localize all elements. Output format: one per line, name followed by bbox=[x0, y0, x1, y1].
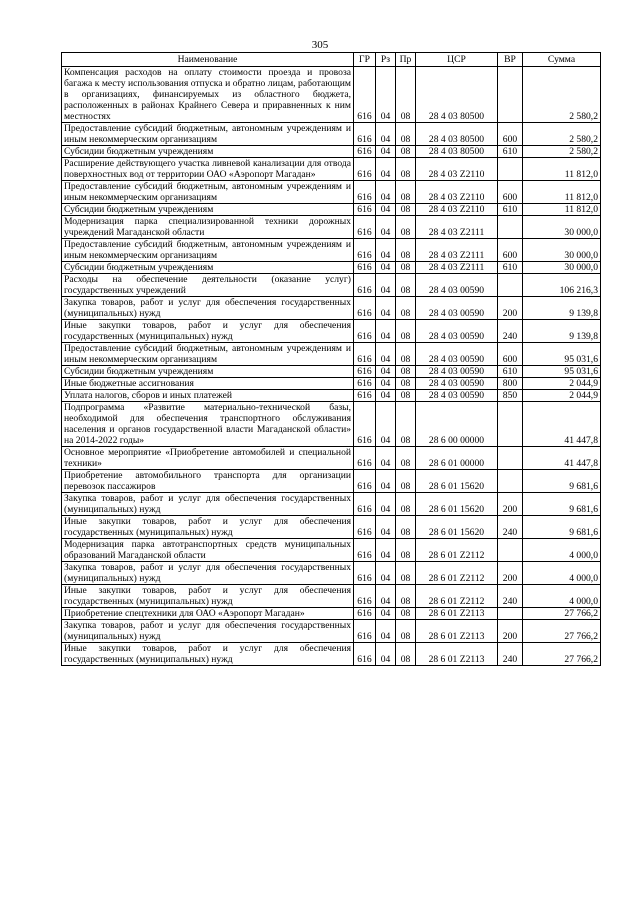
row-name-cell: Закупка товаров, работ и услуг для обеспечения государственных (муниципальных) нужд bbox=[62, 562, 354, 585]
table-row bbox=[62, 239, 601, 262]
row-gr-cell: 616 bbox=[354, 366, 376, 378]
row-csr-cell: 28 4 03 Z2110 bbox=[416, 158, 498, 181]
row-rz-cell: 04 bbox=[376, 620, 396, 643]
row-name-cell: Субсидии бюджетным учреждениям bbox=[62, 366, 354, 378]
row-csr-cell: 28 4 03 80500 bbox=[416, 123, 498, 146]
table-row bbox=[62, 123, 601, 146]
row-vr-cell: 600 bbox=[498, 239, 523, 262]
row-pr-cell: 08 bbox=[396, 366, 416, 378]
row-rz-cell: 04 bbox=[376, 262, 396, 274]
row-vr-cell: 200 bbox=[498, 297, 523, 320]
row-gr-cell: 616 bbox=[354, 562, 376, 585]
header-row bbox=[62, 53, 601, 67]
row-sum-cell: 27 766,2 bbox=[523, 620, 601, 643]
header-vr: ВР bbox=[498, 53, 523, 67]
row-sum-cell: 9 681,6 bbox=[523, 493, 601, 516]
table-row bbox=[62, 562, 601, 585]
row-rz-cell: 04 bbox=[376, 402, 396, 447]
row-pr-cell: 08 bbox=[396, 146, 416, 158]
row-pr-cell: 08 bbox=[396, 262, 416, 274]
row-gr-cell: 616 bbox=[354, 297, 376, 320]
row-rz-cell: 04 bbox=[376, 274, 396, 297]
row-sum-cell: 95 031,6 bbox=[523, 366, 601, 378]
header-pr: Пр bbox=[396, 53, 416, 67]
row-csr-cell: 28 4 03 00590 bbox=[416, 390, 498, 402]
row-sum-cell: 41 447,8 bbox=[523, 447, 601, 470]
row-csr-cell: 28 4 03 Z2110 bbox=[416, 204, 498, 216]
row-vr-cell: 800 bbox=[498, 378, 523, 390]
row-sum-cell: 30 000,0 bbox=[523, 239, 601, 262]
row-csr-cell: 28 4 03 Z2111 bbox=[416, 239, 498, 262]
row-csr-cell: 28 6 00 00000 bbox=[416, 402, 498, 447]
row-sum-cell: 30 000,0 bbox=[523, 262, 601, 274]
row-name-cell: Предоставление субсидий бюджетным, автономным учреждениям и иным некоммерческим организациям bbox=[62, 343, 354, 366]
row-sum-cell: 9 681,6 bbox=[523, 516, 601, 539]
table-row bbox=[62, 516, 601, 539]
table-row bbox=[62, 204, 601, 216]
row-gr-cell: 616 bbox=[354, 516, 376, 539]
row-pr-cell: 08 bbox=[396, 378, 416, 390]
row-gr-cell: 616 bbox=[354, 378, 376, 390]
row-csr-cell: 28 4 03 00590 bbox=[416, 378, 498, 390]
table-row bbox=[62, 493, 601, 516]
row-vr-cell: 240 bbox=[498, 320, 523, 343]
table-row bbox=[62, 390, 601, 402]
row-sum-cell: 27 766,2 bbox=[523, 608, 601, 620]
table-row bbox=[62, 378, 601, 390]
row-csr-cell: 28 6 01 Z2113 bbox=[416, 643, 498, 666]
row-sum-cell: 2 044,9 bbox=[523, 378, 601, 390]
row-sum-cell: 27 766,2 bbox=[523, 643, 601, 666]
row-gr-cell: 616 bbox=[354, 343, 376, 366]
row-gr-cell: 616 bbox=[354, 470, 376, 493]
row-gr-cell: 616 bbox=[354, 390, 376, 402]
page-number: 305 bbox=[311, 39, 329, 51]
row-csr-cell: 28 4 03 Z2111 bbox=[416, 262, 498, 274]
row-sum-cell: 9 681,6 bbox=[523, 470, 601, 493]
row-gr-cell: 616 bbox=[354, 402, 376, 447]
row-sum-cell: 9 139,8 bbox=[523, 297, 601, 320]
row-csr-cell: 28 6 01 Z2113 bbox=[416, 608, 498, 620]
row-rz-cell: 04 bbox=[376, 123, 396, 146]
row-name-cell: Закупка товаров, работ и услуг для обеспечения государственных (муниципальных) нужд bbox=[62, 620, 354, 643]
row-gr-cell: 616 bbox=[354, 123, 376, 146]
table-header bbox=[62, 53, 601, 67]
row-pr-cell: 08 bbox=[396, 297, 416, 320]
row-name-cell: Предоставление субсидий бюджетным, автономным учреждениям и иным некоммерческим организациям bbox=[62, 123, 354, 146]
header-gr: ГР bbox=[354, 53, 376, 67]
row-sum-cell: 2 580,2 bbox=[523, 123, 601, 146]
row-gr-cell: 616 bbox=[354, 262, 376, 274]
row-gr-cell: 616 bbox=[354, 643, 376, 666]
row-vr-cell bbox=[498, 158, 523, 181]
header-rz: Рз bbox=[376, 53, 396, 67]
row-csr-cell: 28 6 01 00000 bbox=[416, 447, 498, 470]
table-row bbox=[62, 146, 601, 158]
row-rz-cell: 04 bbox=[376, 608, 396, 620]
row-gr-cell: 616 bbox=[354, 158, 376, 181]
row-vr-cell: 610 bbox=[498, 366, 523, 378]
row-rz-cell: 04 bbox=[376, 297, 396, 320]
table-body bbox=[62, 67, 601, 666]
row-rz-cell: 04 bbox=[376, 585, 396, 608]
row-csr-cell: 28 6 01 Z2112 bbox=[416, 562, 498, 585]
row-gr-cell: 616 bbox=[354, 620, 376, 643]
row-rz-cell: 04 bbox=[376, 67, 396, 123]
row-sum-cell: 11 812,0 bbox=[523, 181, 601, 204]
row-rz-cell: 04 bbox=[376, 378, 396, 390]
row-csr-cell: 28 4 03 80500 bbox=[416, 67, 498, 123]
row-pr-cell: 08 bbox=[396, 320, 416, 343]
row-pr-cell: 08 bbox=[396, 643, 416, 666]
row-gr-cell: 616 bbox=[354, 181, 376, 204]
row-name-cell: Иные бюджетные ассигнования bbox=[62, 378, 354, 390]
table-row bbox=[62, 297, 601, 320]
row-name-cell: Субсидии бюджетным учреждениям bbox=[62, 146, 354, 158]
row-gr-cell: 616 bbox=[354, 447, 376, 470]
row-rz-cell: 04 bbox=[376, 158, 396, 181]
row-sum-cell: 4 000,0 bbox=[523, 539, 601, 562]
row-vr-cell: 600 bbox=[498, 123, 523, 146]
row-pr-cell: 08 bbox=[396, 67, 416, 123]
table-row bbox=[62, 539, 601, 562]
row-csr-cell: 28 4 03 Z2111 bbox=[416, 216, 498, 239]
row-sum-cell: 9 139,8 bbox=[523, 320, 601, 343]
row-gr-cell: 616 bbox=[354, 146, 376, 158]
row-name-cell: Модернизация парка автотранспортных средств муниципальных образований Магаданской области bbox=[62, 539, 354, 562]
row-pr-cell: 08 bbox=[396, 539, 416, 562]
table-row bbox=[62, 181, 601, 204]
row-rz-cell: 04 bbox=[376, 343, 396, 366]
row-pr-cell: 08 bbox=[396, 343, 416, 366]
row-rz-cell: 04 bbox=[376, 516, 396, 539]
row-csr-cell: 28 6 01 15620 bbox=[416, 493, 498, 516]
row-name-cell: Закупка товаров, работ и услуг для обеспечения государственных (муниципальных) нужд bbox=[62, 297, 354, 320]
row-name-cell: Иные закупки товаров, работ и услуг для обеспечения государственных (муниципальных) нужд bbox=[62, 585, 354, 608]
row-gr-cell: 616 bbox=[354, 320, 376, 343]
row-sum-cell: 4 000,0 bbox=[523, 562, 601, 585]
row-csr-cell: 28 4 03 00590 bbox=[416, 366, 498, 378]
row-csr-cell: 28 4 03 80500 bbox=[416, 146, 498, 158]
row-pr-cell: 08 bbox=[396, 493, 416, 516]
row-name-cell: Иные закупки товаров, работ и услуг для обеспечения государственных (муниципальных) нужд bbox=[62, 516, 354, 539]
row-sum-cell: 4 000,0 bbox=[523, 585, 601, 608]
row-gr-cell: 616 bbox=[354, 539, 376, 562]
row-csr-cell: 28 4 03 00590 bbox=[416, 343, 498, 366]
row-pr-cell: 08 bbox=[396, 181, 416, 204]
row-vr-cell: 240 bbox=[498, 643, 523, 666]
row-pr-cell: 08 bbox=[396, 447, 416, 470]
header-name: Наименование bbox=[62, 53, 354, 67]
row-name-cell: Приобретение спецтехники для ОАО «Аэропорт Магадан» bbox=[62, 608, 354, 620]
header-sum: Сумма bbox=[523, 53, 601, 67]
row-vr-cell bbox=[498, 470, 523, 493]
row-gr-cell: 616 bbox=[354, 274, 376, 297]
row-pr-cell: 08 bbox=[396, 239, 416, 262]
row-gr-cell: 616 bbox=[354, 608, 376, 620]
row-rz-cell: 04 bbox=[376, 493, 396, 516]
row-name-cell: Подпрограмма «Развитие материально-технической базы, необходимой для обеспечения транспортного обслуживания населения и органов государственной власти Магаданской области» на 2014-2022 годы» bbox=[62, 402, 354, 447]
row-rz-cell: 04 bbox=[376, 146, 396, 158]
row-rz-cell: 04 bbox=[376, 320, 396, 343]
row-pr-cell: 08 bbox=[396, 608, 416, 620]
row-vr-cell: 610 bbox=[498, 146, 523, 158]
row-vr-cell bbox=[498, 608, 523, 620]
row-name-cell: Компенсация расходов на оплату стоимости проезда и провоза багажа к месту использования отпуска и обратно лицам, работающим в организациях, финансируемых из областного бюджета, расположенных в районах Крайнего Севера и приравненных к ним местностях bbox=[62, 67, 354, 123]
table-row bbox=[62, 402, 601, 447]
row-sum-cell: 11 812,0 bbox=[523, 204, 601, 216]
row-sum-cell: 95 031,6 bbox=[523, 343, 601, 366]
row-pr-cell: 08 bbox=[396, 402, 416, 447]
row-name-cell: Расходы на обеспечение деятельности (оказание услуг) государственных учреждений bbox=[62, 274, 354, 297]
row-sum-cell: 106 216,3 bbox=[523, 274, 601, 297]
row-vr-cell: 600 bbox=[498, 343, 523, 366]
row-csr-cell: 28 4 03 Z2110 bbox=[416, 181, 498, 204]
row-vr-cell: 240 bbox=[498, 585, 523, 608]
table-row bbox=[62, 216, 601, 239]
table-row bbox=[62, 643, 601, 666]
table-row bbox=[62, 608, 601, 620]
row-rz-cell: 04 bbox=[376, 539, 396, 562]
row-rz-cell: 04 bbox=[376, 643, 396, 666]
table-row bbox=[62, 274, 601, 297]
row-pr-cell: 08 bbox=[396, 470, 416, 493]
row-name-cell: Субсидии бюджетным учреждениям bbox=[62, 204, 354, 216]
table-row bbox=[62, 620, 601, 643]
table-row bbox=[62, 262, 601, 274]
row-rz-cell: 04 bbox=[376, 181, 396, 204]
table-row bbox=[62, 447, 601, 470]
row-gr-cell: 616 bbox=[354, 239, 376, 262]
row-name-cell: Предоставление субсидий бюджетным, автономным учреждениям и иным некоммерческим организациям bbox=[62, 181, 354, 204]
row-pr-cell: 08 bbox=[396, 274, 416, 297]
row-gr-cell: 616 bbox=[354, 585, 376, 608]
row-vr-cell: 240 bbox=[498, 516, 523, 539]
row-vr-cell bbox=[498, 216, 523, 239]
row-csr-cell: 28 6 01 Z2113 bbox=[416, 620, 498, 643]
row-pr-cell: 08 bbox=[396, 158, 416, 181]
row-vr-cell bbox=[498, 539, 523, 562]
table-row bbox=[62, 585, 601, 608]
row-gr-cell: 616 bbox=[354, 204, 376, 216]
row-csr-cell: 28 6 01 15620 bbox=[416, 470, 498, 493]
row-name-cell: Иные закупки товаров, работ и услуг для обеспечения государственных (муниципальных) нужд bbox=[62, 320, 354, 343]
header-csr: ЦСР bbox=[416, 53, 498, 67]
row-pr-cell: 08 bbox=[396, 585, 416, 608]
table-row bbox=[62, 366, 601, 378]
row-pr-cell: 08 bbox=[396, 620, 416, 643]
table-row bbox=[62, 343, 601, 366]
row-rz-cell: 04 bbox=[376, 239, 396, 262]
row-rz-cell: 04 bbox=[376, 366, 396, 378]
table-row bbox=[62, 67, 601, 123]
row-rz-cell: 04 bbox=[376, 562, 396, 585]
row-vr-cell: 200 bbox=[498, 562, 523, 585]
row-name-cell: Предоставление субсидий бюджетным, автономным учреждениям и иным некоммерческим организациям bbox=[62, 239, 354, 262]
table-row bbox=[62, 470, 601, 493]
row-rz-cell: 04 bbox=[376, 470, 396, 493]
row-name-cell: Основное мероприятие «Приобретение автомобилей и специальной техники» bbox=[62, 447, 354, 470]
row-csr-cell: 28 4 03 00590 bbox=[416, 320, 498, 343]
row-name-cell: Расширение действующего участка ливневой канализации для отвода поверхностных вод от территории ОАО «Аэропорт Магадан» bbox=[62, 158, 354, 181]
row-pr-cell: 08 bbox=[396, 216, 416, 239]
row-csr-cell: 28 6 01 Z2112 bbox=[416, 539, 498, 562]
row-vr-cell: 200 bbox=[498, 620, 523, 643]
row-vr-cell: 610 bbox=[498, 204, 523, 216]
row-name-cell: Модернизация парка специализированной техники дорожных учреждений Магаданской области bbox=[62, 216, 354, 239]
row-pr-cell: 08 bbox=[396, 390, 416, 402]
table-row bbox=[62, 320, 601, 343]
row-sum-cell: 30 000,0 bbox=[523, 216, 601, 239]
row-sum-cell: 2 580,2 bbox=[523, 67, 601, 123]
row-sum-cell: 2 580,2 bbox=[523, 146, 601, 158]
row-sum-cell: 41 447,8 bbox=[523, 402, 601, 447]
row-rz-cell: 04 bbox=[376, 216, 396, 239]
row-rz-cell: 04 bbox=[376, 204, 396, 216]
row-name-cell: Уплата налогов, сборов и иных платежей bbox=[62, 390, 354, 402]
row-gr-cell: 616 bbox=[354, 493, 376, 516]
row-pr-cell: 08 bbox=[396, 123, 416, 146]
row-vr-cell bbox=[498, 67, 523, 123]
row-pr-cell: 08 bbox=[396, 562, 416, 585]
row-vr-cell: 200 bbox=[498, 493, 523, 516]
row-vr-cell bbox=[498, 402, 523, 447]
row-vr-cell: 610 bbox=[498, 262, 523, 274]
row-vr-cell bbox=[498, 274, 523, 297]
row-vr-cell bbox=[498, 447, 523, 470]
row-sum-cell: 11 812,0 bbox=[523, 158, 601, 181]
table-row bbox=[62, 158, 601, 181]
row-pr-cell: 08 bbox=[396, 516, 416, 539]
row-rz-cell: 04 bbox=[376, 390, 396, 402]
row-csr-cell: 28 4 03 00590 bbox=[416, 274, 498, 297]
row-vr-cell: 600 bbox=[498, 181, 523, 204]
row-name-cell: Иные закупки товаров, работ и услуг для обеспечения государственных (муниципальных) нужд bbox=[62, 643, 354, 666]
row-csr-cell: 28 4 03 00590 bbox=[416, 297, 498, 320]
budget-table bbox=[61, 52, 601, 666]
row-gr-cell: 616 bbox=[354, 67, 376, 123]
row-sum-cell: 2 044,9 bbox=[523, 390, 601, 402]
row-csr-cell: 28 6 01 Z2112 bbox=[416, 585, 498, 608]
row-gr-cell: 616 bbox=[354, 216, 376, 239]
row-name-cell: Закупка товаров, работ и услуг для обеспечения государственных (муниципальных) нужд bbox=[62, 493, 354, 516]
row-csr-cell: 28 6 01 15620 bbox=[416, 516, 498, 539]
row-name-cell: Приобретение автомобильного транспорта для организации перевозок пассажиров bbox=[62, 470, 354, 493]
row-pr-cell: 08 bbox=[396, 204, 416, 216]
row-rz-cell: 04 bbox=[376, 447, 396, 470]
row-vr-cell: 850 bbox=[498, 390, 523, 402]
row-name-cell: Субсидии бюджетным учреждениям bbox=[62, 262, 354, 274]
